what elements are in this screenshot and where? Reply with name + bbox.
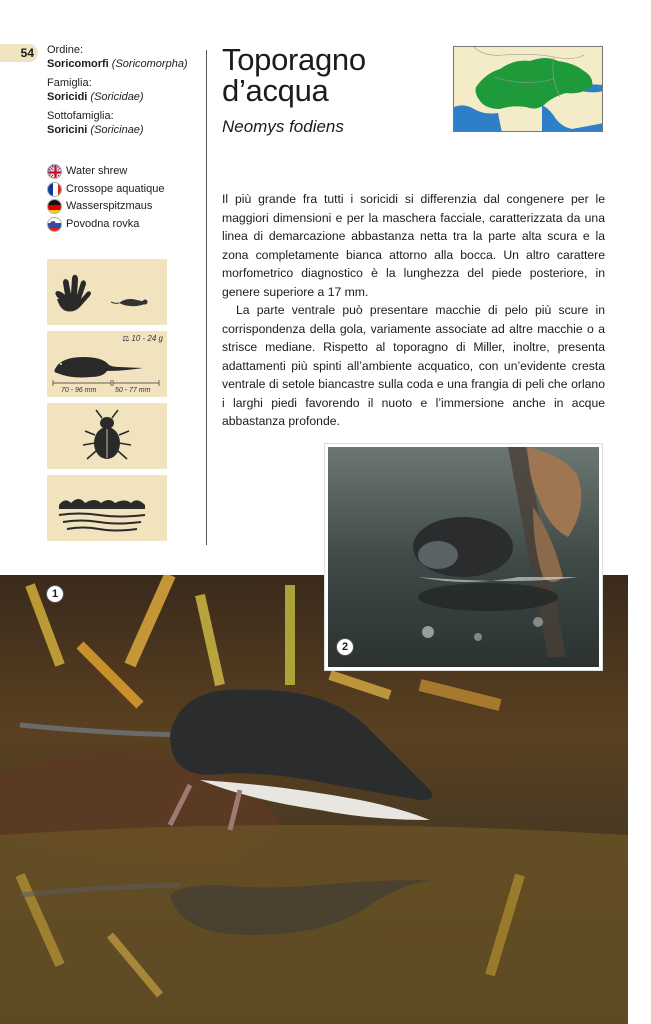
distribution-map	[453, 46, 603, 132]
description-paragraph-2: La parte ventrale può presentare macchie di pelo più scure in corrispondenza della gola, variamente associate ad altre macchie o a strisce mediane. Rispetto al toporagno di Miller, inoltre, presenta adattamenti più spinti all’ambiente acquatico, con un’evidente cresta ventrale di setole biancastre sulla coda e una frangia di peli che orlano i larghi piedi favorendo il nuoto e l’immersione anche in acque abbastanza profonde.	[222, 303, 605, 428]
order-name: Soricomorfi (Soricomorpha)	[47, 57, 188, 70]
beetle-diet-icon	[47, 403, 167, 469]
weight-label: ⚖ 10 - 24 g	[122, 334, 163, 343]
body-length-label: 70 - 96 mm	[61, 387, 97, 394]
habitat-box	[47, 475, 167, 541]
species-description	[222, 190, 605, 431]
france-flag-icon	[47, 182, 62, 197]
lang-item-german: Wasserspitzmaus	[47, 198, 207, 216]
photo-shrew-in-water	[325, 444, 602, 670]
diet-box	[47, 403, 167, 469]
scientific-name: Neomys fodiens	[222, 117, 344, 136]
tail-length-label: 50 - 77 mm	[115, 387, 151, 394]
photo-badge-2: 2	[336, 638, 354, 656]
taxonomy-block	[47, 44, 207, 143]
lang-item-slovenian: Povodna rovka	[47, 216, 207, 234]
info-boxes	[47, 259, 167, 547]
subfamily-name: Soricini (Soricinae)	[47, 123, 144, 136]
footprint-icon	[47, 259, 167, 325]
size-box	[47, 331, 167, 397]
species-title: Toporagno d’acqua	[222, 42, 366, 108]
page-number: 54	[0, 44, 38, 62]
lang-item-english: Water shrew	[47, 163, 207, 181]
family-name: Soricidi (Soricidae)	[47, 90, 144, 103]
order-label: Ordine:	[47, 44, 84, 56]
germany-flag-icon	[47, 199, 62, 214]
lang-item-french: Crossope aquatique	[47, 181, 207, 199]
footprint-box	[47, 259, 167, 325]
common-names-list	[47, 163, 207, 233]
description-paragraph-1: Il più grande fra tutti i soricidi si differenzia dal congenere per le maggiori dimensioni e per la maschera facciale, caratterizzata da una linea di demarcazione abbastanza netta tra la parte alta scura e la zona completamente bianca attorno alla bocca. Un altro carattere morfometrico diagnostico è la lunghezza del piede posteriore, in genere superiore a 17 mm.	[222, 192, 605, 299]
family-label: Famiglia:	[47, 77, 92, 89]
subfamily-label: Sottofamiglia:	[47, 110, 114, 122]
slovenia-flag-icon	[47, 217, 62, 232]
column-divider	[206, 50, 207, 545]
habitat-riverbank-icon	[47, 475, 167, 541]
uk-flag-icon	[47, 164, 62, 179]
photo-badge-1: 1	[46, 585, 64, 603]
